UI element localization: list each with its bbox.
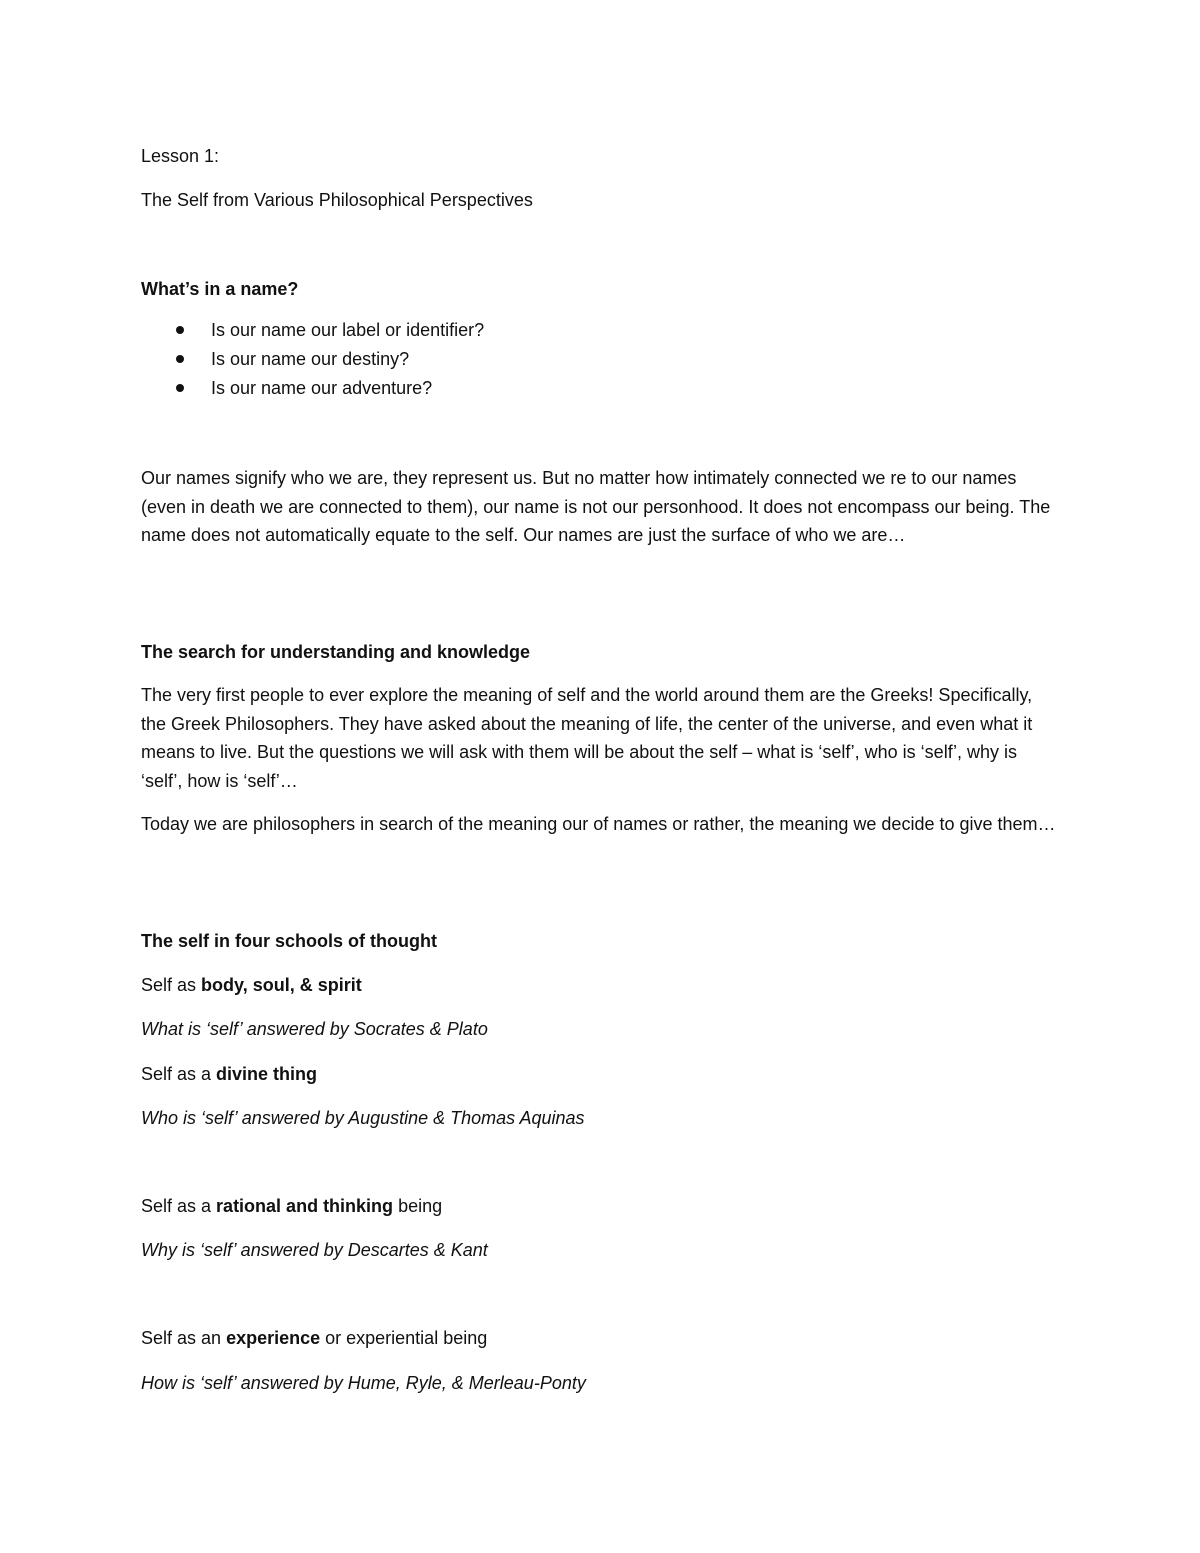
school-keyword: rational and thinking [216,1196,394,1216]
section-heading-search: The search for understanding and knowledge [141,642,531,662]
list-item [141,374,484,403]
bullet-icon [176,384,184,392]
school-suffix: being [393,1196,443,1216]
school-keyword: divine thing [216,1064,318,1084]
school-answer: What is ‘self’ answered by Socrates & Plato [141,1019,488,1039]
school-statement [141,1192,442,1220]
lesson-label: Lesson 1: [141,146,220,166]
list-item-text: Is our name our adventure? [211,378,433,398]
list-item [141,316,484,345]
section-heading-name: What’s in a name? [141,279,299,299]
section-heading-schools: The self in four schools of thought [141,931,437,951]
school-prefix: Self as an [141,1328,227,1348]
paragraph-philosophers: Today we are philosophers in search of the meaning our of names or rather, the meaning we decide to give them… [141,814,1056,834]
paragraph-greeks: The very first people to ever explore the meaning of self and the world around them are the Greeks! Specifically, the Greek Philosophers. They have asked about the meaning of life, the center of the universe, and even what it means to live. But the questions we will ask with them will be about the self – what is ‘self’, who is ‘self’, why is ‘self’, how is ‘self’… [141,685,1033,791]
school-prefix: Self as a [141,1064,217,1084]
list-item-text: Is our name our destiny? [211,349,410,369]
list-item [141,345,484,374]
school-statement [141,971,362,999]
school-statement [141,1060,317,1088]
bullet-icon [176,355,184,363]
school-answer: How is ‘self’ answered by Hume, Ryle, & Merleau-Ponty [141,1373,586,1393]
school-prefix: Self as [141,975,202,995]
lesson-title: The Self from Various Philosophical Perspectives [141,190,533,210]
school-answer: Why is ‘self’ answered by Descartes & Kant [141,1240,488,1260]
school-prefix: Self as a [141,1196,217,1216]
school-keyword: experience [226,1328,321,1348]
paragraph-names: Our names signify who we are, they represent us. But no matter how intimately connected we re to our names (even in death we are connected to them), our name is not our personhood. It does not encompass our being. The name does not automatically equate to the self. Our names are just the surface of who we are… [141,468,1051,545]
school-suffix: or experiential being [320,1328,488,1348]
bullet-icon [176,326,184,334]
school-statement [141,1324,487,1352]
school-keyword: body, soul, & spirit [201,975,362,995]
school-answer: Who is ‘self’ answered by Augustine & Thomas Aquinas [141,1108,585,1128]
question-list [141,316,484,403]
list-item-text: Is our name our label or identifier? [211,320,485,340]
